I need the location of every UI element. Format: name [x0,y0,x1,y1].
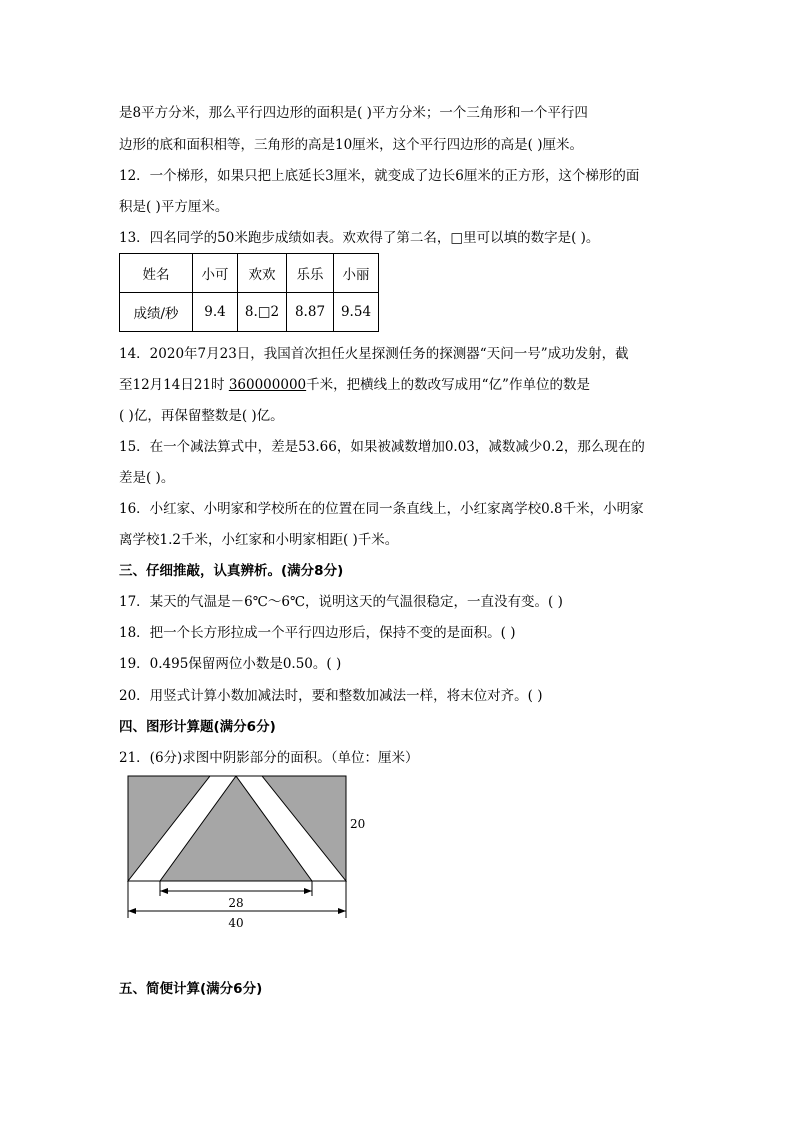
table-cell: 8.87 [287,293,334,332]
q14-line2-suffix: 千米，把横线上的数改写成用“亿”作单位的数是 [306,377,590,393]
table-cell: 8.□2 [238,293,287,332]
table-cell: 9.4 [193,293,238,332]
section-5-heading: 五、简便计算(满分6分) [119,981,263,997]
q21-text: 21．(6分)求图中阴影部分的面积。（单位：厘米） [119,750,419,766]
q17-text: 17．某天的气温是－6℃～6℃，说明这天的气温很稳定，一直没有变。( ) [119,594,563,610]
q14-line2 [119,375,590,395]
shaded-area-figure [119,772,379,937]
q18-text: 18．把一个长方形拉成一个平行四边形后，保持不变的是面积。( ) [119,625,516,641]
q14-line3: ( )亿，再保留整数是( )亿。 [119,408,284,424]
table-cell: 成绩/秒 [120,293,193,332]
q12-line1: 12．一个梯形，如果只把上底延长3厘米，就变成了边长6厘米的正方形，这个梯形的面 [119,168,640,184]
dim-40-arrow-right [338,908,346,914]
table-cell: 小可 [193,254,238,293]
q14-underlined-number: 360000000 [228,377,307,393]
table-header-row [120,254,379,293]
q12-line2: 积是( )平方厘米。 [119,199,229,215]
q15-line2: 差是( )。 [119,470,175,486]
q11-continued-line1: 是8平方分米，那么平行四边形的面积是( )平方分米；一个三角形和一个平行四 [119,105,588,121]
dim-28-arrow-right [304,888,312,894]
q16-line2: 离学校1.2千米，小红家和小明家相距( )千米。 [119,532,399,548]
table-cell: 姓名 [120,254,193,293]
q19-text: 19．0.495保留两位小数是0.50。( ) [119,656,342,672]
q14-line1: 14．2020年7月23日，我国首次担任火星探测任务的探测器“天问一号”成功发射，截 [119,346,629,362]
q13-text: 13．四名同学的50米跑步成绩如表。欢欢得了第二名，□里可以填的数字是( )。 [119,230,600,246]
dim-28-label: 28 [228,896,244,910]
score-table [119,253,379,332]
table-cell: 小丽 [334,254,379,293]
q11-continued-line2: 边形的底和面积相等，三角形的高是10厘米，这个平行四边形的高是( )厘米。 [119,137,584,153]
table-cell: 9.54 [334,293,379,332]
height-label: 20 [350,817,366,831]
section-3-heading: 三、仔细推敲，认真辨析。(满分8分) [119,563,344,579]
q14-line2-prefix: 至12月14日21时 [119,377,229,393]
dim-28-arrow-left [160,888,168,894]
section-4-heading: 四、图形计算题(满分6分) [119,719,276,735]
q20-text: 20．用竖式计算小数加减法时，要和整数加减法一样，将末位对齐。( ) [119,688,543,704]
dim-40-arrow-left [128,908,136,914]
q16-line1: 16．小红家、小明家和学校所在的位置在同一条直线上，小红家离学校0.8千米，小明家 [119,501,644,517]
q15-line1: 15．在一个减法算式中，差是53.66，如果被减数增加0.03，减数减少0.2，那么现在的 [119,439,645,455]
table-cell: 欢欢 [238,254,287,293]
table-row [120,293,379,332]
table-cell: 乐乐 [287,254,334,293]
dim-40-label: 40 [228,916,244,930]
